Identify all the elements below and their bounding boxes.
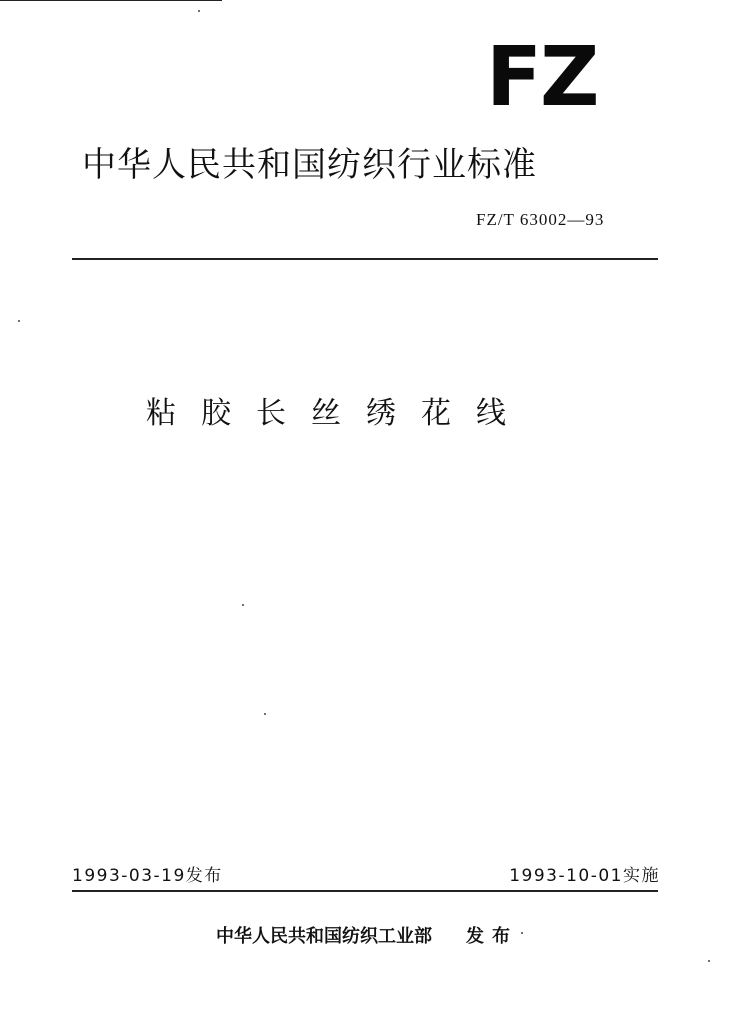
scan-speck [242,604,244,606]
scan-speck [708,960,710,962]
publish-label: 发布 [466,926,518,947]
scan-speck [264,713,266,715]
scan-speck [18,320,20,322]
effective-date: 1993-10-01实施 [509,866,660,886]
top-edge-line [0,0,222,1]
publisher-name: 中华人民共和国纺织工业部 [216,926,432,947]
issue-date: 1993-03-19发布 [72,866,223,886]
scan-speck [521,932,523,934]
header-divider [72,258,658,260]
fz-logo: FZ [486,30,598,125]
scan-speck [198,10,200,12]
standard-number: FZ/T 63002—93 [476,210,605,229]
document-title: 粘胶长丝绣花线 [146,396,531,431]
organization-title: 中华人民共和国纺织行业标准 [82,145,537,185]
footer-divider [72,890,658,892]
